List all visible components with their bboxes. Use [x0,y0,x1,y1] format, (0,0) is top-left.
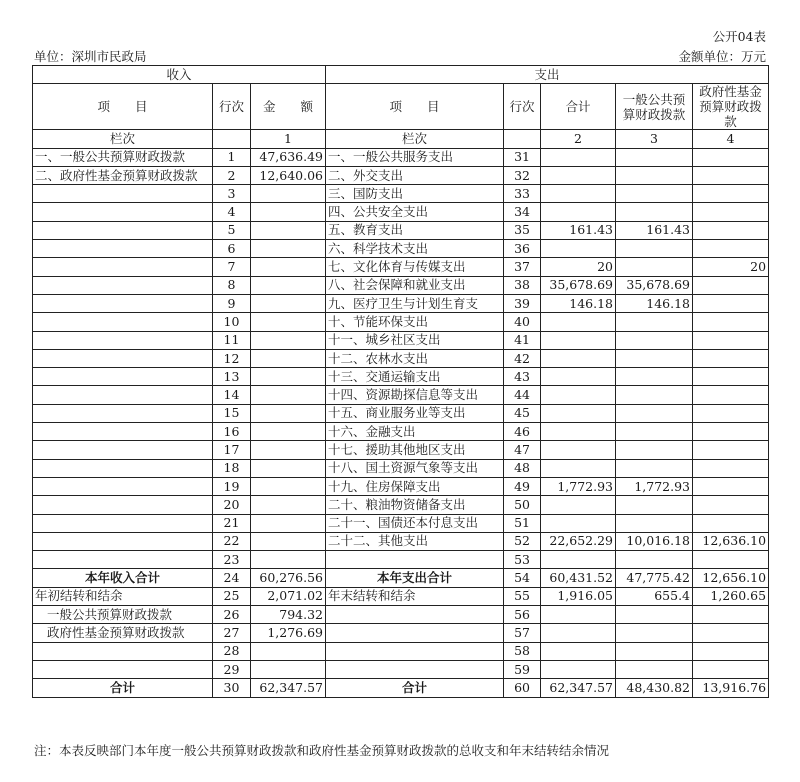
income-item [33,642,213,660]
expense-fund [693,477,769,495]
expense-fund [693,185,769,203]
expense-total [541,166,616,184]
income-amount [251,551,326,569]
expense-title: 支出 [326,66,769,84]
expense-item: 六、科学技术支出 [326,240,504,258]
expense-fund: 12,636.10 [693,532,769,550]
income-amount [251,294,326,312]
income-row-number: 24 [213,569,251,587]
income-row-header: 行次 [213,84,251,130]
expense-row-number: 58 [504,642,541,660]
expense-row-number: 59 [504,660,541,678]
expense-fund [693,276,769,294]
income-amount [251,459,326,477]
expense-item [326,624,504,642]
expense-general: 146.18 [616,294,693,312]
income-item [33,349,213,367]
expense-item: 十三、交通运输支出 [326,368,504,386]
income-amount [251,240,326,258]
expense-row-number: 42 [504,349,541,367]
table-row [33,203,769,221]
income-row-number: 18 [213,459,251,477]
expense-item: 二十、粮油物资储备支出 [326,496,504,514]
income-item [33,404,213,422]
expense-row-number: 32 [504,166,541,184]
table-row [33,624,769,642]
income-item [33,441,213,459]
col-index-label-expense: 栏次 [326,130,504,148]
expense-item: 四、公共安全支出 [326,203,504,221]
budget-table [32,65,769,698]
expense-fund [693,368,769,386]
expense-row-number: 57 [504,624,541,642]
expense-item: 十、节能环保支出 [326,313,504,331]
income-row-number: 11 [213,331,251,349]
expense-fund [693,331,769,349]
expense-fund [693,386,769,404]
expense-row-number: 48 [504,459,541,477]
table-row [33,606,769,624]
income-item: 一般公共预算财政拨款 [33,606,213,624]
expense-fund-header: 政府性基金预算财政拨款 [693,84,769,130]
income-row-number: 22 [213,532,251,550]
expense-total [541,606,616,624]
table-row [33,569,769,587]
expense-general [616,331,693,349]
expense-general [616,551,693,569]
expense-general [616,240,693,258]
income-row-number: 19 [213,477,251,495]
expense-row-number: 54 [504,569,541,587]
expense-row-number: 44 [504,386,541,404]
expense-total [541,514,616,532]
table-row [33,148,769,166]
income-item-header: 项 目 [33,84,213,130]
income-row-number: 16 [213,423,251,441]
income-amount [251,642,326,660]
expense-fund [693,221,769,239]
income-amount: 2,071.02 [251,587,326,605]
expense-general [616,441,693,459]
table-row [33,331,769,349]
expense-row-number: 40 [504,313,541,331]
expense-general [616,203,693,221]
expense-row-number: 34 [504,203,541,221]
income-item [33,221,213,239]
expense-general: 1,772.93 [616,477,693,495]
expense-row-number: 35 [504,221,541,239]
expense-fund [693,148,769,166]
income-item [33,459,213,477]
expense-row-number: 41 [504,331,541,349]
income-item: 合计 [33,679,213,697]
expense-item: 二十二、其他支出 [326,532,504,550]
expense-fund [693,459,769,477]
income-amount [251,514,326,532]
income-title: 收入 [33,66,326,84]
income-amount: 62,347.57 [251,679,326,697]
expense-item: 本年支出合计 [326,569,504,587]
expense-total: 60,431.52 [541,569,616,587]
income-item [33,423,213,441]
expense-general [616,606,693,624]
table-row [33,276,769,294]
income-amount [251,477,326,495]
expense-total [541,423,616,441]
income-row-number: 29 [213,660,251,678]
income-item: 二、政府性基金预算财政拨款 [33,166,213,184]
income-amount [251,313,326,331]
expense-general [616,258,693,276]
income-amount [251,496,326,514]
income-item [33,240,213,258]
table-row [33,496,769,514]
expense-total: 1,916.05 [541,587,616,605]
expense-row-number: 56 [504,606,541,624]
income-amount: 47,636.49 [251,148,326,166]
expense-total [541,148,616,166]
expense-item: 年末结转和结余 [326,587,504,605]
expense-total [541,441,616,459]
expense-item: 一、一般公共服务支出 [326,148,504,166]
income-item [33,477,213,495]
expense-fund [693,496,769,514]
table-row [33,514,769,532]
table-row [33,459,769,477]
income-row-number: 2 [213,166,251,184]
expense-row-number: 38 [504,276,541,294]
expense-total: 62,347.57 [541,679,616,697]
income-amount [251,203,326,221]
expense-general [616,313,693,331]
income-row-number: 17 [213,441,251,459]
income-amount: 12,640.06 [251,166,326,184]
expense-total [541,496,616,514]
table-row [33,404,769,422]
income-row-number: 1 [213,148,251,166]
income-item [33,258,213,276]
income-item: 年初结转和结余 [33,587,213,605]
col-index-label: 栏次 [33,130,213,148]
income-item [33,514,213,532]
expense-item [326,660,504,678]
table-row [33,660,769,678]
expense-fund: 13,916.76 [693,679,769,697]
expense-general [616,624,693,642]
expense-item: 二、外交支出 [326,166,504,184]
income-row-number: 15 [213,404,251,422]
expense-total: 161.43 [541,221,616,239]
expense-total [541,185,616,203]
expense-fund [693,166,769,184]
income-row-number: 27 [213,624,251,642]
expense-row-number: 60 [504,679,541,697]
income-amount [251,185,326,203]
expense-fund [693,349,769,367]
table-row [33,441,769,459]
income-row-number: 30 [213,679,251,697]
income-item [33,386,213,404]
income-item [33,368,213,386]
expense-total [541,624,616,642]
expense-total [541,313,616,331]
expense-item: 十一、城乡社区支出 [326,331,504,349]
expense-fund: 12,656.10 [693,569,769,587]
income-row-number: 20 [213,496,251,514]
expense-total [541,660,616,678]
expense-row-number: 46 [504,423,541,441]
income-row-number: 5 [213,221,251,239]
income-item [33,185,213,203]
expense-fund [693,642,769,660]
income-amount [251,258,326,276]
income-amount [251,386,326,404]
table-row [33,642,769,660]
income-row-number: 3 [213,185,251,203]
table-row [33,423,769,441]
expense-total: 1,772.93 [541,477,616,495]
expense-total-header: 合计 [541,84,616,130]
income-amount: 794.32 [251,606,326,624]
unit-label: 单位：深圳市民政局 [34,49,147,64]
expense-general [616,386,693,404]
table-row [33,368,769,386]
income-amount: 1,276.69 [251,624,326,642]
expense-total [541,349,616,367]
expense-general [616,404,693,422]
income-item [33,203,213,221]
expense-item: 十四、资源勘探信息等支出 [326,386,504,404]
expense-fund [693,551,769,569]
col-index-1: 1 [251,130,326,148]
expense-total [541,331,616,349]
income-amount [251,368,326,386]
income-amount [251,423,326,441]
expense-general: 161.43 [616,221,693,239]
table-row [33,551,769,569]
expense-row-number: 43 [504,368,541,386]
expense-total [541,203,616,221]
table-row [33,679,769,697]
income-row-number: 4 [213,203,251,221]
expense-row-number: 45 [504,404,541,422]
income-item: 一、一般公共预算财政拨款 [33,148,213,166]
expense-row-number: 37 [504,258,541,276]
expense-general: 48,430.82 [616,679,693,697]
col-index-2: 2 [541,130,616,148]
expense-item: 合计 [326,679,504,697]
table-row [33,349,769,367]
expense-general [616,166,693,184]
table-row [33,166,769,184]
expense-fund [693,404,769,422]
expense-item: 十五、商业服务业等支出 [326,404,504,422]
expense-general [616,459,693,477]
expense-total: 35,678.69 [541,276,616,294]
expense-total [541,404,616,422]
expense-item [326,606,504,624]
table-row [33,532,769,550]
income-item: 本年收入合计 [33,569,213,587]
expense-row-number: 49 [504,477,541,495]
expense-row-number: 53 [504,551,541,569]
expense-general [616,185,693,203]
expense-fund: 20 [693,258,769,276]
income-row-number: 12 [213,349,251,367]
expense-row-number: 50 [504,496,541,514]
expense-fund [693,240,769,258]
income-amount [251,441,326,459]
footnote: 注：本表反映部门本年度一般公共预算财政拨款和政府性基金预算财政拨款的总收支和年末结转结余情况 [34,743,610,758]
expense-item: 十七、援助其他地区支出 [326,441,504,459]
table-row [33,294,769,312]
expense-row-number: 52 [504,532,541,550]
income-row-number: 8 [213,276,251,294]
income-item: 政府性基金预算财政拨款 [33,624,213,642]
expense-fund: 1,260.65 [693,587,769,605]
expense-fund [693,624,769,642]
expense-total [541,642,616,660]
expense-item: 八、社会保障和就业支出 [326,276,504,294]
table-row [33,185,769,203]
expense-item: 十六、金融支出 [326,423,504,441]
income-item [33,294,213,312]
expense-general: 10,016.18 [616,532,693,550]
expense-row-number: 39 [504,294,541,312]
table-row [33,221,769,239]
expense-general [616,514,693,532]
expense-row-header: 行次 [504,84,541,130]
income-row-number: 26 [213,606,251,624]
income-item [33,551,213,569]
expense-total [541,551,616,569]
expense-general [616,148,693,166]
expense-fund [693,514,769,532]
expense-item: 二十一、国债还本付息支出 [326,514,504,532]
expense-total [541,368,616,386]
income-amount [251,349,326,367]
table-row [33,313,769,331]
income-item [33,313,213,331]
income-row-number: 25 [213,587,251,605]
expense-fund [693,441,769,459]
expense-item: 七、文化体育与传媒支出 [326,258,504,276]
income-row-number: 13 [213,368,251,386]
income-item [33,331,213,349]
expense-row-number: 33 [504,185,541,203]
income-amount [251,660,326,678]
table-row [33,386,769,404]
expense-total: 22,652.29 [541,532,616,550]
income-row-number: 28 [213,642,251,660]
income-row-number: 7 [213,258,251,276]
expense-fund [693,606,769,624]
expense-general: 35,678.69 [616,276,693,294]
income-row-number: 10 [213,313,251,331]
expense-item: 十八、国土资源气象等支出 [326,459,504,477]
income-row-number: 9 [213,294,251,312]
income-amount [251,532,326,550]
expense-general [616,496,693,514]
expense-total [541,386,616,404]
expense-total: 146.18 [541,294,616,312]
table-row [33,240,769,258]
income-row-number: 6 [213,240,251,258]
income-item [33,496,213,514]
col-index-4: 4 [693,130,769,148]
table-row [33,258,769,276]
expense-row-number: 47 [504,441,541,459]
expense-fund [693,294,769,312]
expense-item: 十九、住房保障支出 [326,477,504,495]
income-amount-header: 金 额 [251,84,326,130]
expense-fund [693,423,769,441]
income-item [33,660,213,678]
col-index-3: 3 [616,130,693,148]
expense-fund [693,313,769,331]
expense-row-number: 36 [504,240,541,258]
expense-row-number: 31 [504,148,541,166]
income-amount [251,331,326,349]
expense-general [616,423,693,441]
income-row-number: 23 [213,551,251,569]
expense-general [616,642,693,660]
table-row [33,587,769,605]
expense-item: 五、教育支出 [326,221,504,239]
income-item [33,532,213,550]
expense-total [541,459,616,477]
expense-total: 20 [541,258,616,276]
expense-item: 九、医疗卫生与计划生育支 [326,294,504,312]
expense-general-header: 一般公共预算财政拨款 [616,84,693,130]
form-number: 公开04表 [712,29,766,44]
expense-general [616,349,693,367]
income-amount [251,404,326,422]
income-row-number: 21 [213,514,251,532]
expense-general [616,660,693,678]
expense-item [326,642,504,660]
income-amount: 60,276.56 [251,569,326,587]
expense-item: 十二、农林水支出 [326,349,504,367]
income-amount [251,276,326,294]
expense-total [541,240,616,258]
expense-general [616,368,693,386]
expense-item-header: 项 目 [326,84,504,130]
expense-fund [693,203,769,221]
amount-unit: 金额单位：万元 [678,49,766,64]
expense-item [326,551,504,569]
income-amount [251,221,326,239]
income-item [33,276,213,294]
expense-item: 三、国防支出 [326,185,504,203]
income-row-number: 14 [213,386,251,404]
expense-general: 47,775.42 [616,569,693,587]
table-row [33,477,769,495]
expense-row-number: 55 [504,587,541,605]
expense-row-number: 51 [504,514,541,532]
expense-general: 655.4 [616,587,693,605]
expense-fund [693,660,769,678]
